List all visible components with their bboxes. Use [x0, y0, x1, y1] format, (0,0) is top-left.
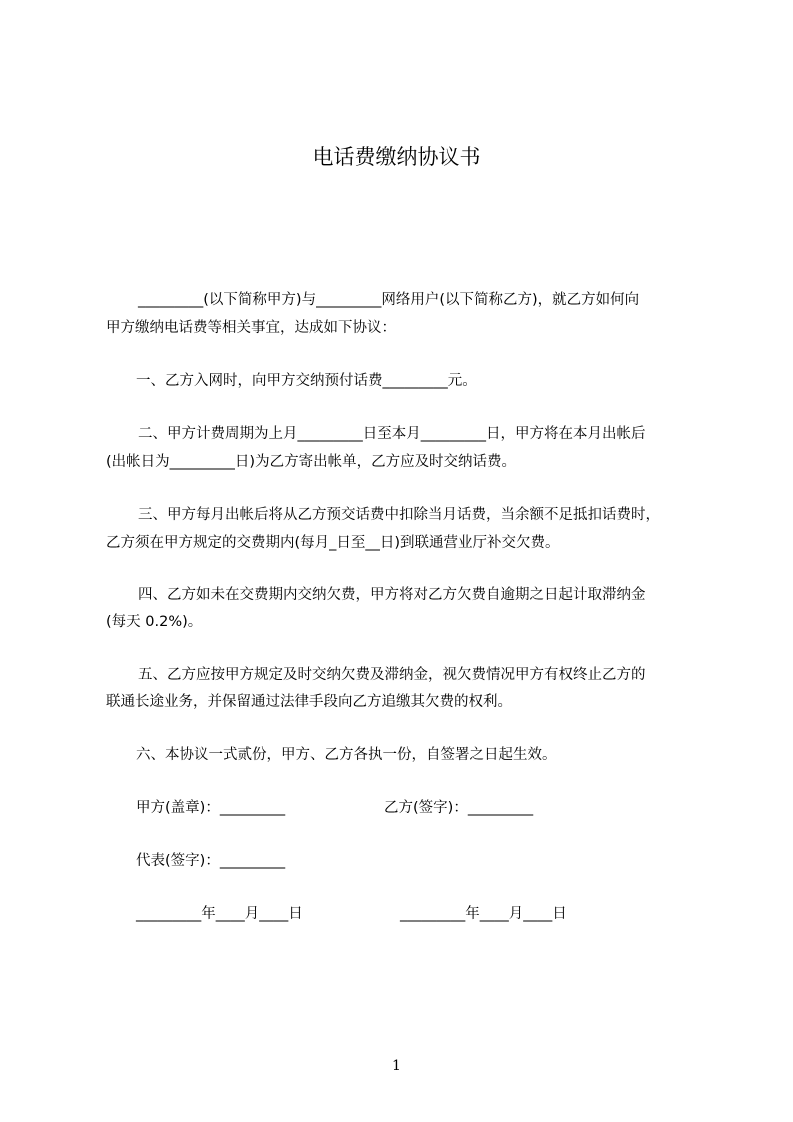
signature-party-a: 甲方(盖章)：_________ [136, 800, 286, 816]
signature-representative: 代表(签字)：_________ [136, 853, 286, 869]
clause-4-line-2: (每天 0.2%)。 [106, 614, 203, 630]
clause-2-line-1: 二、甲方计费周期为上月_________日至本月_________日，甲方将在本月出帐后 [138, 426, 646, 442]
signature-date-party-b: _________年____月____日 [400, 906, 567, 922]
document-title: 电话费缴纳协议书 [312, 145, 481, 169]
clause-3-line-2: 乙方须在甲方规定的交费期内(每月_日至__日)到联通营业厅补交欠费。 [106, 535, 560, 551]
clause-5-line-1: 五、乙方应按甲方规定及时交纳欠费及滞纳金，视欠费情况甲方有权终止乙方的 [138, 667, 646, 683]
clause-2-line-2: (出帐日为_________日)为乙方寄出帐单，乙方应及时交纳话费。 [106, 454, 517, 470]
signature-party-b: 乙方(签字)：_________ [384, 800, 534, 816]
clause-3-line-1: 三、甲方每月出帐后将从乙方预交话费中扣除当月话费，当余额不足抵扣话费时， [138, 507, 660, 523]
clause-4-line-1: 四、乙方如未在交费期内交纳欠费，甲方将对乙方欠费自逾期之日起计取滞纳金 [138, 587, 646, 603]
clause-1-line-1: 一、乙方入网时，向甲方交纳预付话费_________元。 [136, 373, 477, 389]
intro-line-1: _________(以下简称甲方)与_________网络用户(以下简称乙方)，就乙方如何向 [138, 292, 640, 308]
page-number: 1 [392, 1058, 401, 1074]
clause-5-line-2: 联通长途业务，并保留通过法律手段向乙方追缴其欠费的权利。 [106, 694, 512, 710]
signature-date-party-a: _________年____月____日 [136, 906, 303, 922]
clause-6-line-1: 六、本协议一式贰份，甲方、乙方各执一份，自签署之日起生效。 [136, 747, 557, 763]
intro-line-2: 甲方缴纳电话费等相关事宜，达成如下协议： [106, 320, 396, 336]
